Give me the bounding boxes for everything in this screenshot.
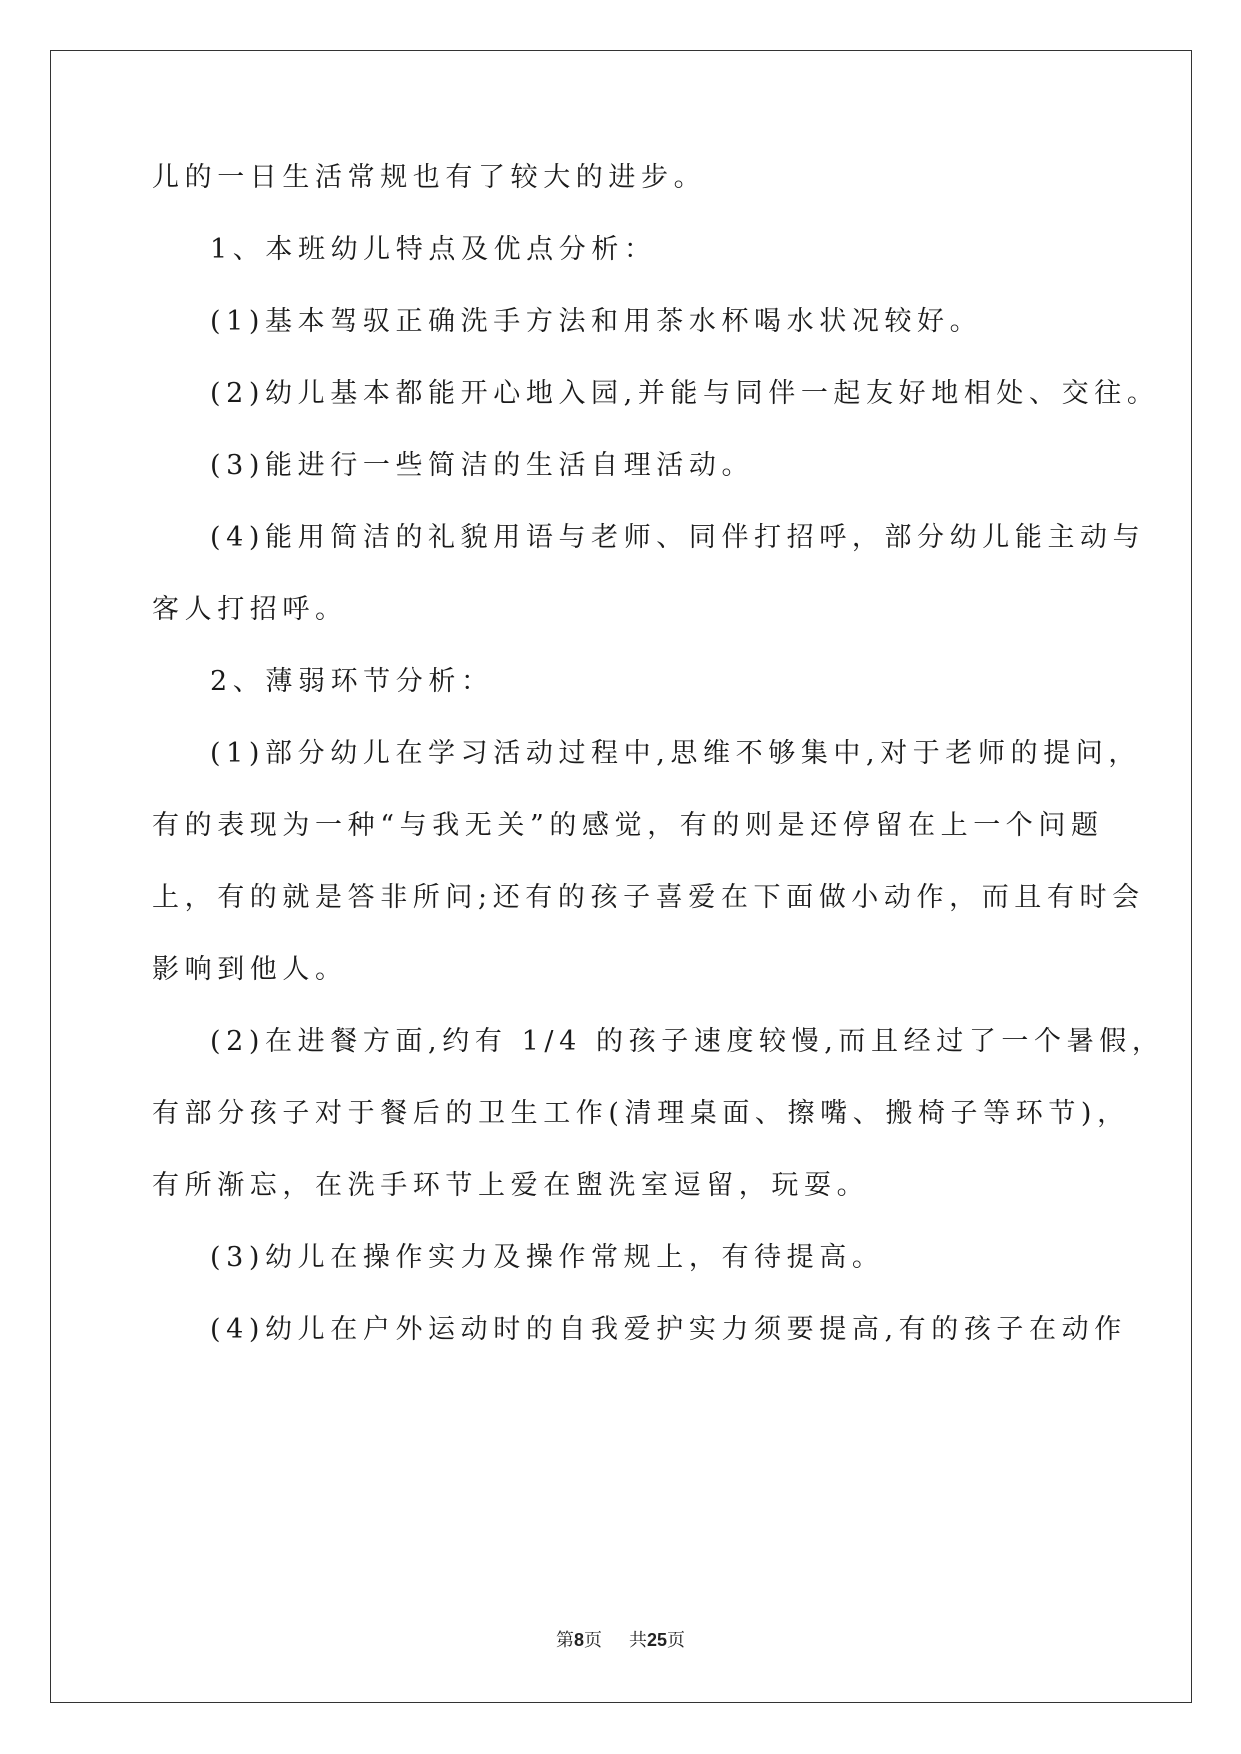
text-line: (3)幼儿在操作实力及操作常规上，有待提高。 (210, 1242, 885, 1273)
text-line: (2)在进餐方面,约有 1/4 的孩子速度较慢,而且经过了一个暑假， (210, 1026, 1165, 1057)
text-line: 儿的一日生活常规也有了较大的进步。 (152, 162, 707, 193)
page-border (50, 50, 1192, 1703)
page-suffix: 页 (583, 1630, 602, 1650)
total-prefix: 共 (628, 1630, 647, 1650)
text-line: (4)幼儿在户外运动时的自我爱护实力须要提高,有的孩子在动作 (210, 1314, 1127, 1345)
text-line: 上，有的就是答非所问;还有的孩子喜爱在下面做小动作，而且有时会 (152, 882, 1145, 913)
text-line: 有部分孩子对于餐后的卫生工作(清理桌面、擦嘴、搬椅子等环节)， (152, 1098, 1130, 1129)
text-line: 有的表现为一种“与我无关”的感觉，有的则是还停留在上一个问题 (152, 810, 1104, 841)
total-suffix: 页 (667, 1630, 686, 1650)
text-line: (3)能进行一些简洁的生活自理活动。 (210, 450, 755, 481)
text-line: (1)基本驾驭正确洗手方法和用茶水杯喝水状况较好。 (210, 306, 983, 337)
page-number: 8 (573, 1630, 584, 1650)
page-prefix: 第 (555, 1630, 574, 1650)
section-heading: 1、本班幼儿特点及优点分析： (210, 234, 657, 265)
section-heading: 2、薄弱环节分析： (210, 666, 494, 697)
page-footer (0, 1626, 1241, 1652)
text-line: 有所渐忘，在洗手环节上爱在盥洗室逗留，玩耍。 (152, 1170, 870, 1201)
text-line: 影响到他人。 (152, 954, 348, 985)
text-line: (1)部分幼儿在学习活动过程中,思维不够集中,对于老师的提问， (210, 738, 1142, 769)
text-line: 客人打招呼。 (152, 594, 348, 625)
text-line: (4)能用简洁的礼貌用语与老师、同伴打招呼，部分幼儿能主动与 (210, 522, 1146, 553)
total-pages: 25 (646, 1630, 668, 1650)
text-line: (2)幼儿基本都能开心地入园,并能与同伴一起友好地相处、交往。 (210, 378, 1160, 409)
